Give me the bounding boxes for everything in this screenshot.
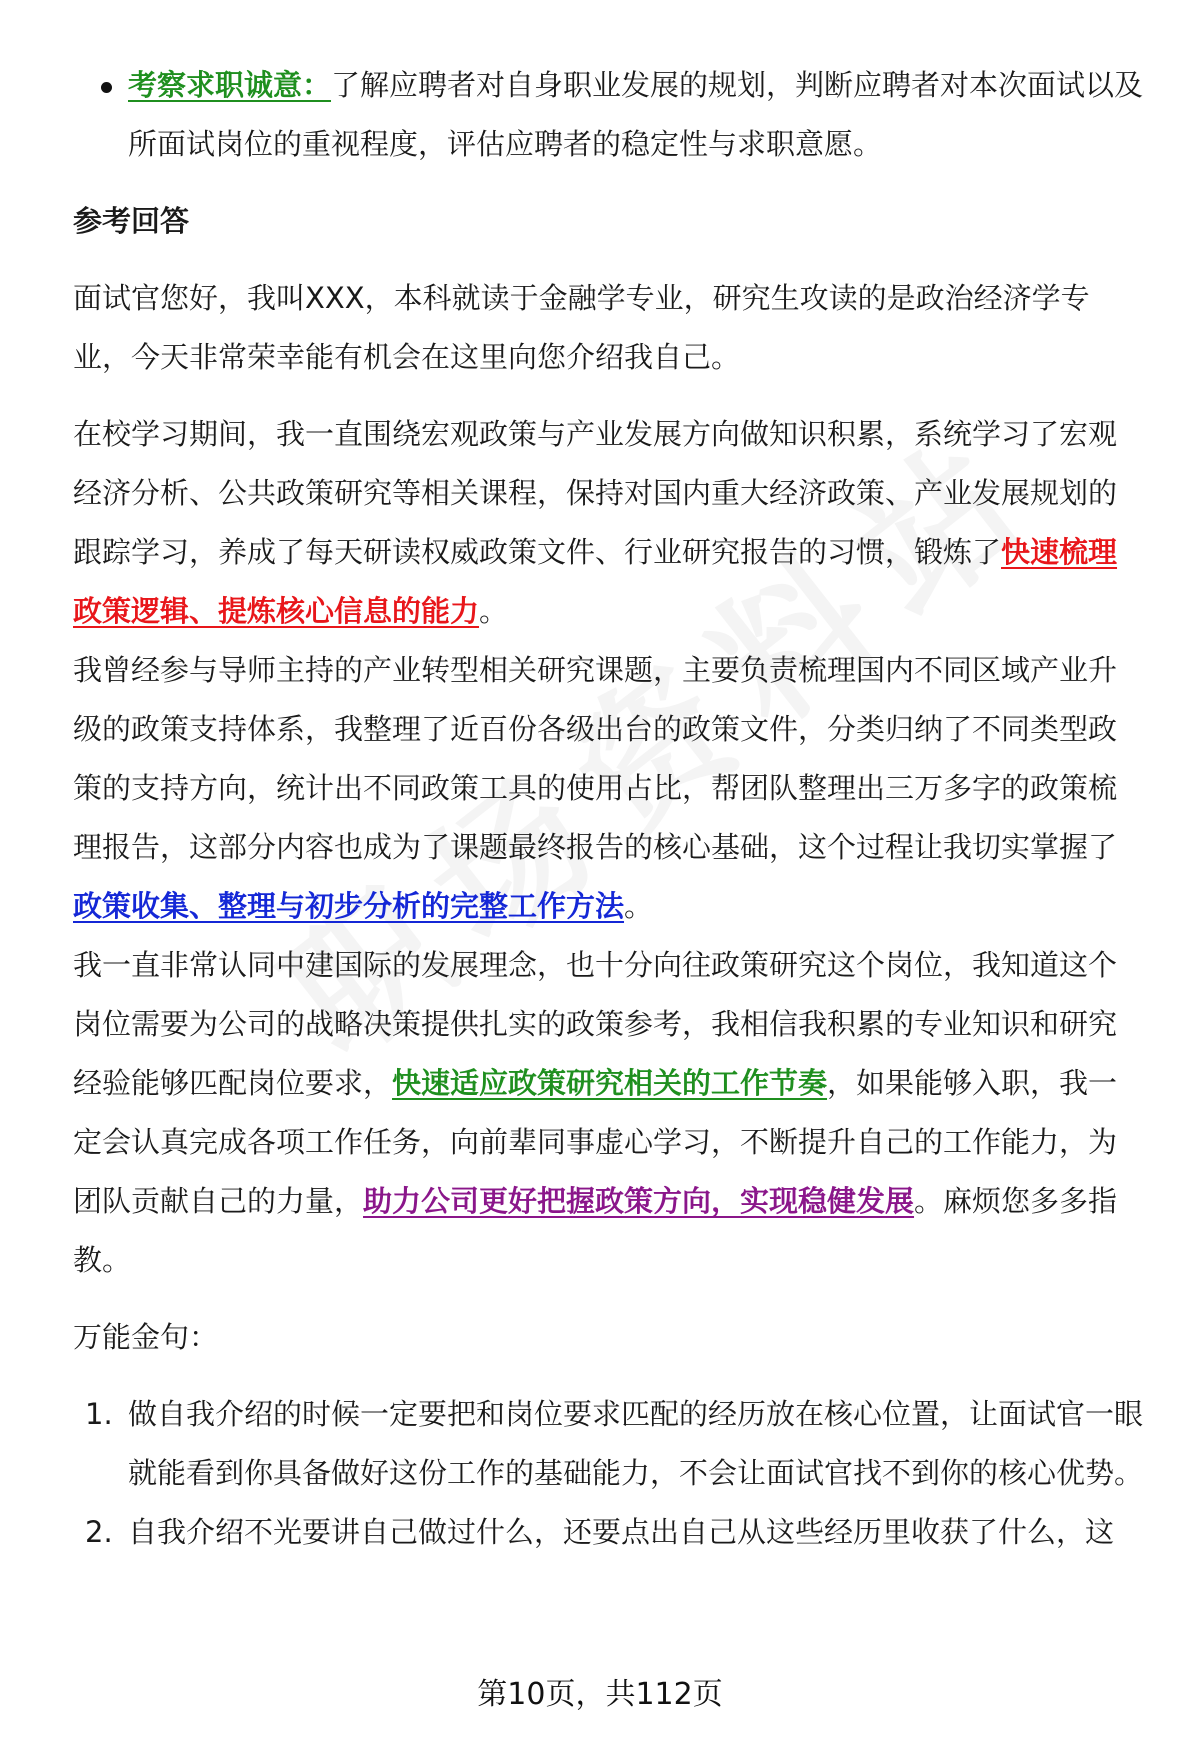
page-number-footer: 第10页，共112页	[477, 1677, 723, 1712]
list-number: 2.	[85, 1515, 113, 1549]
paragraph-study-text: 在校学习期间，我一直围绕宏观政策与产业发展方向做知识积累，系统学习了宏观经济分析、公共政策研究等相关课程，保持对国内重大经济政策、产业发展规划的跟踪学习，养成了每天研读权威政策文件、行业研究报告的习惯，锻炼了	[73, 417, 1118, 569]
highlight-blue: 政策收集、整理与初步分析的完整工作方法	[73, 889, 625, 923]
bullet-label: 考察求职诚意：	[128, 68, 332, 102]
paragraph-research-end: 。	[624, 889, 654, 923]
answer-heading: 参考回答	[73, 204, 190, 238]
paragraph-motivation-end: 。麻烦您多多指教。	[73, 1184, 1118, 1277]
document-content	[73, 56, 1145, 1562]
paragraph-study-end: 。	[479, 594, 509, 628]
paragraph-motivation-text: 我一直非常认同中建国际的发展理念，也十分向往政策研究这个岗位，我知道这个岗位需要为公司的战略决策提供扎实的政策参考，我相信我积累的专业知识和研究经验能够匹配岗位要求，	[73, 948, 1118, 1100]
paragraph-motivation	[73, 936, 1145, 1290]
list-item	[73, 1503, 1145, 1562]
list-number: 1.	[85, 1397, 113, 1431]
golden-heading: 万能金句：	[73, 1320, 219, 1354]
list-item	[73, 1385, 1145, 1503]
list-item-text: 做自我介绍的时候一定要把和岗位要求匹配的经历放在核心位置，让面试官一眼就能看到你具备做好这份工作的基础能力，不会让面试官找不到你的核心优势。	[128, 1397, 1144, 1490]
list-item-text: 自我介绍不光要讲自己做过什么，还要点出自己从这些经历里收获了什么，这	[128, 1515, 1115, 1549]
paragraph-study	[73, 405, 1145, 641]
bullet-text: 了解应聘者对自身职业发展的规划，判断应聘者对本次面试以及所面试岗位的重视程度，评估应聘者的稳定性与求职意愿。	[128, 68, 1144, 161]
bullet-item	[73, 56, 1145, 174]
paragraph-research-text: 我曾经参与导师主持的产业转型相关研究课题，主要负责梳理国内不同区域产业升级的政策支持体系，我整理了近百份各级出台的政策文件，分类归纳了不同类型政策的支持方向，统计出不同政策工具的使用占比，帮团队整理出三万多字的政策梳理报告，这部分内容也成为了课题最终报告的核心基础，这个过程让我切实掌握了	[73, 653, 1118, 864]
highlight-red: 快速梳理政策逻辑、提炼核心信息的能力	[73, 535, 1118, 628]
bullet-dot-icon	[101, 82, 112, 93]
paragraph-intro: 面试官您好，我叫XXX，本科就读于金融学专业，研究生攻读的是政治经济学专业，今天非常荣幸能有机会在这里向您介绍我自己。	[73, 281, 1090, 374]
paragraph-motivation-middle: ，如果能够入职，我一定会认真完成各项工作任务，向前辈同事虚心学习，不断提升自己的工作能力，为团队贡献自己的力量，	[73, 1066, 1118, 1218]
paragraph-research	[73, 641, 1145, 936]
highlight-purple: 助力公司更好把握政策方向，实现稳健发展	[363, 1184, 915, 1218]
highlight-green: 快速适应政策研究相关的工作节奏	[392, 1066, 828, 1100]
